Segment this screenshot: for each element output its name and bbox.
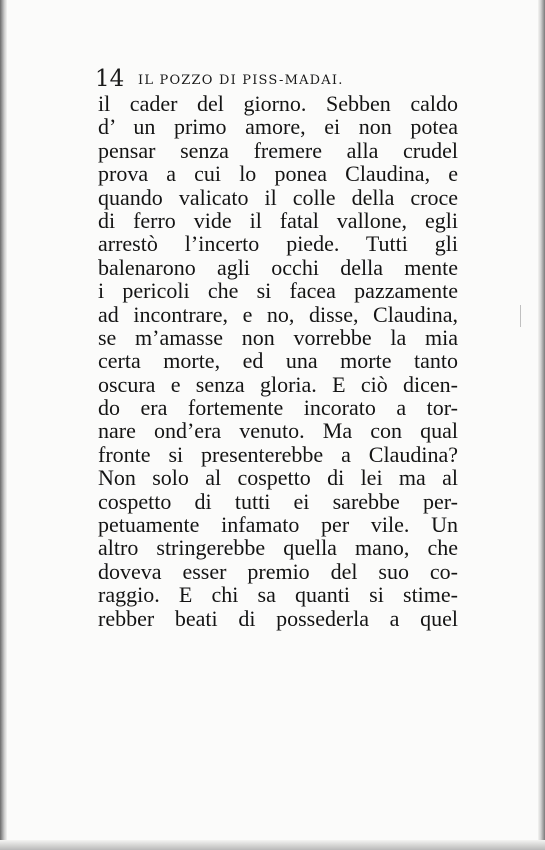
margin-mark (520, 305, 527, 327)
text-line: di ferro vide il fatal vallone, egli (98, 207, 458, 233)
page-right-edge-shadow (538, 0, 545, 850)
text-line: arrestò l’incerto piede. Tutti gli (98, 231, 458, 257)
text-line: petuamente infamato per vile. Un (98, 512, 458, 538)
text-line: i pericoli che si facea pazzamente (98, 278, 458, 304)
text-line: ad incontrare, e no, disse, Claudina, (98, 301, 458, 327)
text-line: do era fortemente incorato a tor- (98, 395, 458, 421)
text-line: certa morte, ed una morte tanto (98, 348, 458, 374)
page-bottom-edge-shadow (0, 840, 545, 850)
text-line: prova a cui lo ponea Claudina, e (98, 161, 458, 187)
text-line: nare ond’era venuto. Ma con qual (98, 418, 458, 444)
text-line: se m’amasse non vorrebbe la mia (98, 324, 458, 350)
body-text (98, 92, 458, 630)
text-line: pensar senza fremere alla crudel (98, 137, 458, 163)
text-line: raggio. E chi sa quanti si stime- (98, 582, 458, 608)
text-line: altro stringerebbe quella mano, che (98, 535, 458, 561)
page-left-edge-shadow (0, 0, 7, 850)
running-title: IL POZZO DI PISS-MADAI. (138, 73, 344, 88)
text-line: doveva esser premio del suo co- (98, 558, 458, 584)
text-line: fronte si presenterebbe a Claudina? (98, 441, 458, 467)
text-line: rebber beati di possederla a quel (98, 605, 458, 631)
page-header (95, 66, 455, 92)
page-number: 14 (95, 66, 125, 92)
text-line: oscura e senza gloria. E ciò dicen- (98, 371, 458, 397)
text-line: cospetto di tutti ei sarebbe per- (98, 488, 458, 514)
text-line: Non solo al cospetto di lei ma al (98, 465, 458, 491)
text-line: d’ un primo amore, ei non potea (98, 114, 458, 140)
text-line: balenarono agli occhi della mente (98, 254, 458, 280)
text-line: quando valicato il colle della croce (98, 184, 458, 210)
text-line: il cader del giorno. Sebben caldo (98, 91, 458, 116)
